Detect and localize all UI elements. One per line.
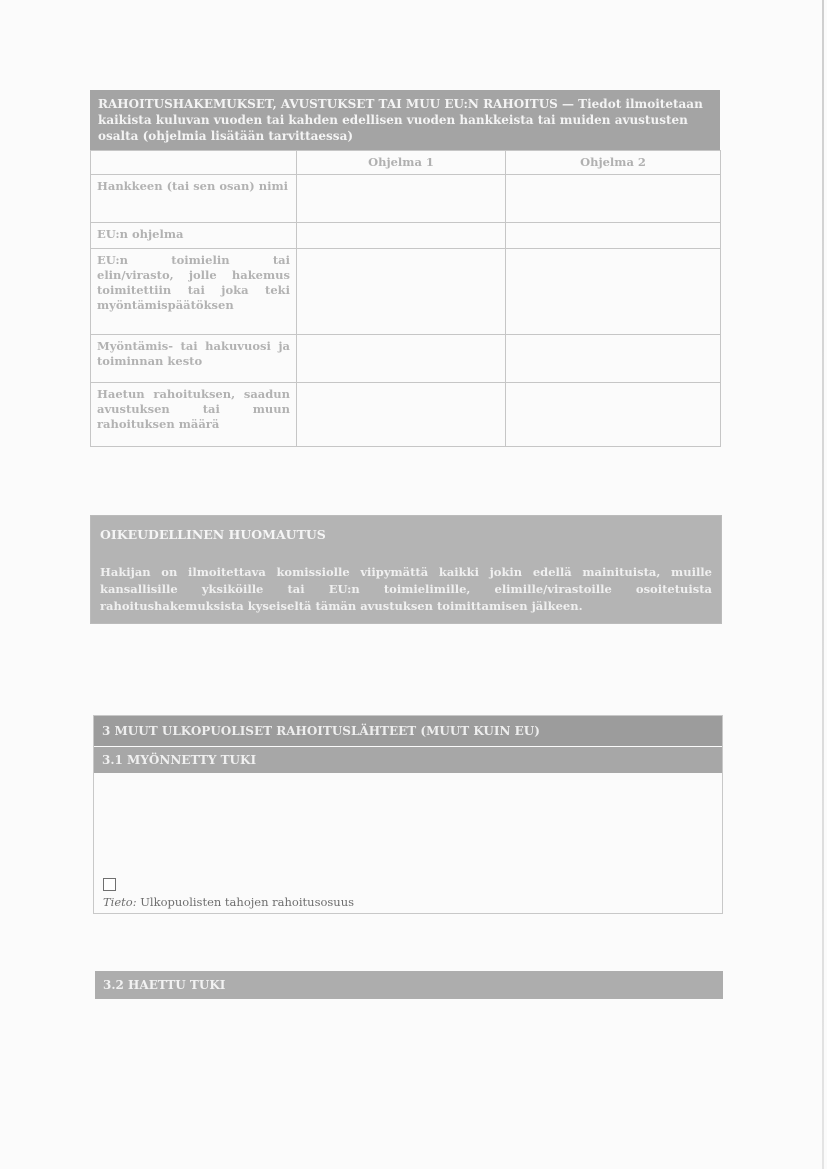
column-header-programme-1: Ohjelma 1 (297, 151, 506, 175)
legal-notice-title: OIKEUDELLINEN HUOMAUTUS (100, 527, 326, 542)
eu-funding-table (90, 150, 721, 447)
table-row (91, 223, 721, 249)
legal-notice-box (90, 515, 722, 624)
other-funding-header: 3 MUUT ULKOPUOLISET RAHOITUSLÄHTEET (MUUT KUIN EU) (94, 716, 722, 746)
granted-support-header: 3.1 MYÖNNETTY TUKI (94, 747, 722, 773)
applied-support-header: 3.2 HAETTU TUKI (95, 971, 723, 999)
caption-prefix: Tieto: (103, 895, 137, 909)
programme-2-cell[interactable] (506, 335, 721, 383)
row-label: EU:n ohjelma (91, 223, 297, 249)
programme-1-cell[interactable] (297, 249, 506, 335)
row-label: Hankkeen (tai sen osan) nimi (91, 175, 297, 223)
programme-1-cell[interactable] (297, 335, 506, 383)
column-header-blank (91, 151, 297, 175)
column-header-programme-2: Ohjelma 2 (506, 151, 721, 175)
programme-2-cell[interactable] (506, 175, 721, 223)
programme-1-cell[interactable] (297, 175, 506, 223)
programme-1-cell[interactable] (297, 223, 506, 249)
eu-funding-section (90, 90, 720, 447)
table-row (91, 175, 721, 223)
table-header-row (91, 151, 721, 175)
row-label: EU:n toimielin tai elin/virasto, jolle hakemus toimitettiin tai joka teki myöntämispäätöksen (91, 249, 297, 335)
table-row (91, 383, 721, 447)
row-label: Haetun rahoituksen, saadun avustuksen tai muun rahoituksen määrä (91, 383, 297, 447)
external-funding-checkbox[interactable] (103, 878, 116, 891)
table-row (91, 249, 721, 335)
caption-text: Ulkopuolisten tahojen rahoitusosuus (140, 895, 355, 909)
other-funding-section (93, 715, 723, 914)
table-row (91, 335, 721, 383)
programme-2-cell[interactable] (506, 223, 721, 249)
row-label: Myöntämis- tai hakuvuosi ja toiminnan kesto (91, 335, 297, 383)
eu-funding-header: RAHOITUSHAKEMUKSET, AVUSTUKSET TAI MUU EU:N RAHOITUS — Tiedot ilmoitetaan kaikista kuluvan vuoden tai kahden edellisen vuoden hankkeista tai muiden avustusten osalta (ohjelmia lisätään tarvittaessa) (90, 90, 720, 150)
legal-notice-body: Hakijan on ilmoitettava komissiolle viipymättä kaikki jokin edellä mainituista, muille kansallisille yksiköille tai EU:n toimielimille, elimille/virastoille osoitetuista rahoitushakemuksista kyseiseltä tämän avustuksen toimittamisen jälkeen. (100, 565, 712, 613)
programme-2-cell[interactable] (506, 383, 721, 447)
scan-edge (822, 0, 824, 1169)
programme-1-cell[interactable] (297, 383, 506, 447)
external-funding-caption (103, 895, 354, 909)
programme-2-cell[interactable] (506, 249, 721, 335)
